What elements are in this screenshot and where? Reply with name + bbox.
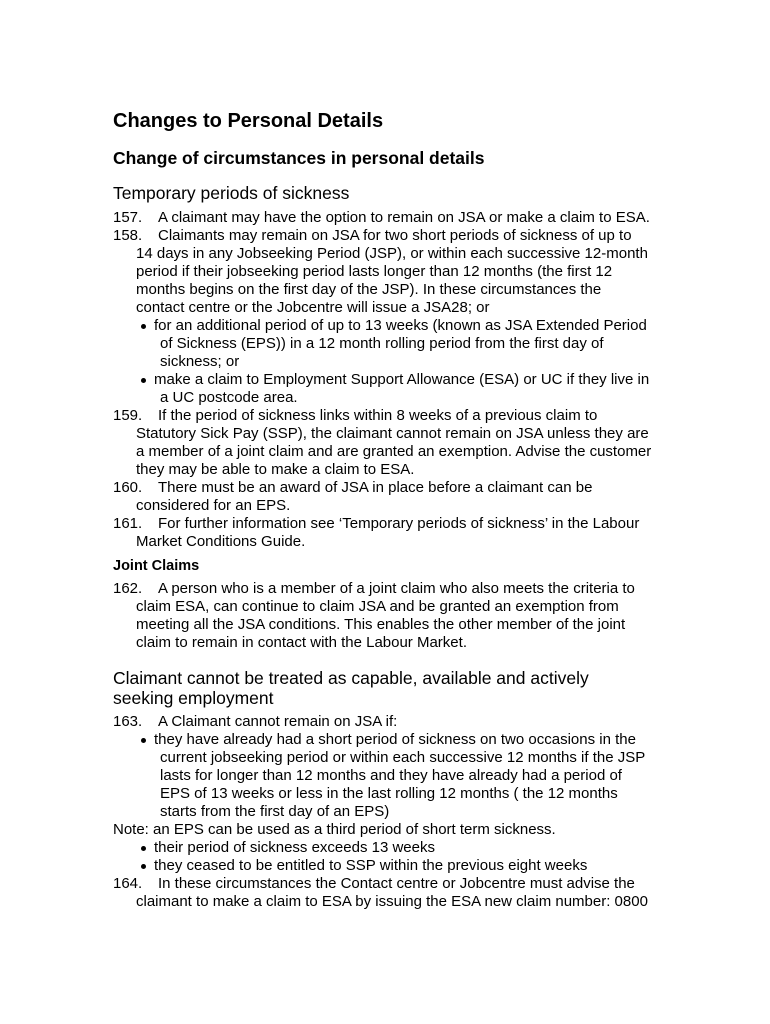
bullet-icon — [141, 846, 146, 851]
paragraph-number: 164. — [113, 875, 143, 892]
paragraph-number: 159. — [113, 407, 143, 424]
paragraph-text-line: There must be an award of JSA in place before a claimant can be — [158, 479, 593, 496]
paragraph-text-line: contact centre or the Jobcentre will issue a JSA28; or — [136, 299, 490, 316]
bullet-icon — [141, 378, 146, 383]
bullet-text-line: they have already had a short period of sickness on two occasions in the — [154, 731, 636, 748]
paragraph-text-line: claim ESA, can continue to claim JSA and be granted an exemption from — [136, 598, 619, 615]
bullet-icon — [141, 864, 146, 869]
paragraph-text-line: period if their jobseeking period lasts longer than 12 months (the first 12 — [136, 263, 613, 280]
paragraph-text-line: If the period of sickness links within 8 weeks of a previous claim to — [158, 407, 598, 424]
paragraph-number: 161. — [113, 515, 143, 532]
bullet-text-line: a UC postcode area. — [160, 389, 298, 406]
paragraph-text-line: a member of a joint claim and are granted an exemption. Advise the customer — [136, 443, 652, 460]
bullet-text-line: make a claim to Employment Support Allowance (ESA) or UC if they live in — [154, 371, 650, 388]
paragraph-number: 158. — [113, 227, 143, 244]
paragraph-text-line: claim to remain in contact with the Labour Market. — [136, 634, 467, 651]
paragraph-number: 163. — [113, 713, 143, 730]
paragraph-text-line: A person who is a member of a joint claim who also meets the criteria to — [158, 580, 635, 597]
bullet-text-line: their period of sickness exceeds 13 weeks — [154, 839, 435, 856]
paragraph-text-line: Claimants may remain on JSA for two short periods of sickness of up to — [158, 227, 632, 244]
bullet-text-line: of Sickness (EPS)) in a 12 month rolling period from the first day of — [160, 335, 604, 352]
note-text: Note: an EPS can be used as a third period of short term sickness. — [113, 821, 556, 838]
page-subtitle: Change of circumstances in personal details — [113, 148, 485, 168]
section-heading-line: Claimant cannot be treated as capable, available and actively — [113, 668, 589, 688]
bullet-icon — [141, 738, 146, 743]
paragraph-text-line: Statutory Sick Pay (SSP), the claimant cannot remain on JSA unless they are — [136, 425, 649, 442]
paragraph-text-line: Market Conditions Guide. — [136, 533, 306, 550]
paragraph-number: 162. — [113, 580, 143, 597]
paragraph-text-line: For further information see ‘Temporary periods of sickness’ in the Labour — [158, 515, 640, 532]
paragraph-text-line: meeting all the JSA conditions. This enables the other member of the joint — [136, 616, 626, 633]
page-title: Changes to Personal Details — [113, 110, 384, 132]
bullet-text-line: lasts for longer than 12 months and they have already had a period of — [160, 767, 622, 784]
section-heading-line: seeking employment — [113, 688, 274, 708]
bullet-text-line: they ceased to be entitled to SSP within the previous eight weeks — [154, 857, 588, 874]
bullet-icon — [141, 324, 146, 329]
bullet-text-line: EPS of 13 weeks or less in the last rolling 12 months ( the 12 months — [160, 785, 618, 802]
bullet-text-line: current jobseeking period or within each successive 12 months if the JSP — [160, 749, 646, 766]
paragraph-text-line: considered for an EPS. — [136, 497, 291, 514]
bullet-text-line: for an additional period of up to 13 weeks (known as JSA Extended Period — [154, 317, 647, 334]
paragraph-text-line: claimant to make a claim to ESA by issuing the ESA new claim number: 0800 — [136, 893, 648, 910]
paragraph-text-line: months begins on the first day of the JSP). In these circumstances the — [136, 281, 602, 298]
paragraph-text-line: A Claimant cannot remain on JSA if: — [158, 713, 398, 730]
paragraph-number: 157. — [113, 209, 143, 226]
section-heading: Temporary periods of sickness — [113, 183, 350, 203]
bullet-text-line: sickness; or — [160, 353, 240, 370]
paragraph-text-line: they may be able to make a claim to ESA. — [136, 461, 415, 478]
paragraph-text-line: In these circumstances the Contact centre or Jobcentre must advise the — [158, 875, 635, 892]
paragraph-text-line: A claimant may have the option to remain on JSA or make a claim to ESA. — [158, 209, 650, 226]
paragraph-number: 160. — [113, 479, 143, 496]
paragraph-text-line: 14 days in any Jobseeking Period (JSP), or within each successive 12-month — [136, 245, 648, 262]
bullet-text-line: starts from the first day of an EPS) — [160, 803, 390, 820]
subsection-heading: Joint Claims — [113, 558, 200, 574]
